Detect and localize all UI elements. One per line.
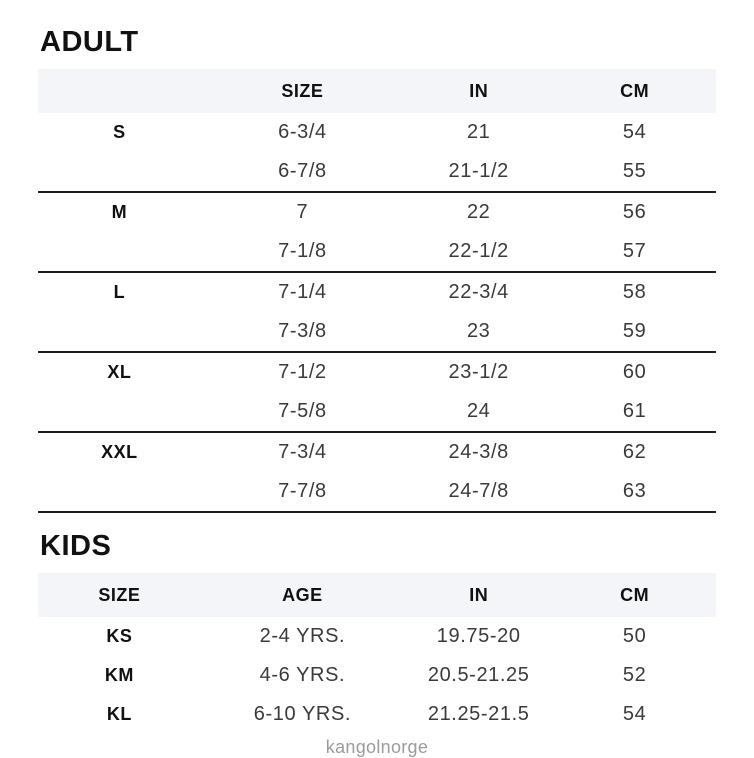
age-cell: 6-10 YRS. — [253, 703, 352, 725]
inches-cell: 24-7/8 — [448, 480, 509, 502]
cm-cell: 54 — [622, 121, 647, 143]
kids-table-header-row — [38, 573, 716, 617]
cm-cell: 50 — [622, 625, 647, 647]
table-row — [38, 273, 716, 312]
kids-section-title: KIDS — [40, 530, 112, 562]
inches-cell: 21-1/2 — [448, 160, 509, 182]
kids-header-age: AGE — [282, 584, 323, 605]
table-row — [38, 617, 716, 656]
size-label-cell: S — [113, 122, 126, 142]
hat-size-cell: 7-3/8 — [278, 320, 327, 342]
inches-cell: 21 — [466, 121, 491, 143]
hat-size-cell: 7 — [296, 201, 309, 223]
size-label-cell: XL — [107, 362, 132, 382]
hat-size-cell: 7-3/4 — [278, 441, 327, 463]
inches-cell: 21.25-21.5 — [427, 703, 530, 725]
cm-cell: 52 — [622, 664, 647, 686]
inches-cell: 22 — [466, 201, 491, 223]
inches-cell: 24-3/8 — [448, 441, 509, 463]
cm-cell: 57 — [622, 240, 647, 262]
kids-header-size: SIZE — [98, 584, 141, 605]
kids-header-cm: CM — [620, 584, 650, 605]
size-label-cell: KS — [106, 626, 133, 646]
adult-table-header-row — [38, 69, 716, 113]
hat-size-cell: 6-7/8 — [278, 160, 327, 182]
hat-size-cell: 7-1/2 — [278, 361, 327, 383]
adult-header-cm: CM — [620, 80, 650, 101]
adult-header-in: IN — [469, 80, 489, 101]
kids-size-table — [38, 573, 716, 734]
table-row — [38, 193, 716, 232]
size-label-cell: KM — [104, 665, 134, 685]
hat-size-cell: 7-7/8 — [278, 480, 327, 502]
inches-cell: 23 — [466, 320, 491, 342]
table-row — [38, 113, 716, 152]
kids-header-in: IN — [469, 584, 489, 605]
hat-size-cell: 7-1/8 — [278, 240, 327, 262]
table-row — [38, 433, 716, 472]
inches-cell: 19.75-20 — [436, 625, 521, 647]
age-cell: 4-6 YRS. — [259, 664, 346, 686]
inches-cell: 22-1/2 — [448, 240, 509, 262]
size-label-cell: M — [111, 202, 128, 222]
cm-cell: 61 — [622, 400, 647, 422]
table-row — [38, 152, 716, 193]
cm-cell: 56 — [622, 201, 647, 223]
cm-cell: 54 — [622, 703, 647, 725]
size-label-cell: L — [113, 282, 126, 302]
inches-cell: 20.5-21.25 — [427, 664, 530, 686]
size-label-cell: KL — [106, 704, 132, 724]
cm-cell: 63 — [622, 480, 647, 502]
cm-cell: 58 — [622, 281, 647, 303]
table-row — [38, 656, 716, 695]
adult-header-size: SIZE — [281, 80, 324, 101]
cm-cell: 55 — [622, 160, 647, 182]
table-row — [38, 232, 716, 273]
adult-section-title: ADULT — [40, 26, 139, 58]
table-row — [38, 695, 716, 734]
table-row — [38, 312, 716, 353]
adult-size-table — [38, 69, 716, 513]
hat-size-cell: 7-1/4 — [278, 281, 327, 303]
hat-size-cell: 6-3/4 — [278, 121, 327, 143]
table-row — [38, 353, 716, 392]
brand-watermark: kangolnorge — [325, 737, 429, 757]
size-label-cell: XXL — [101, 442, 138, 462]
cm-cell: 59 — [622, 320, 647, 342]
table-row — [38, 392, 716, 433]
table-row — [38, 472, 716, 513]
cm-cell: 60 — [622, 361, 647, 383]
cm-cell: 62 — [622, 441, 647, 463]
hat-size-cell: 7-5/8 — [278, 400, 327, 422]
inches-cell: 22-3/4 — [448, 281, 509, 303]
inches-cell: 24 — [466, 400, 491, 422]
inches-cell: 23-1/2 — [448, 361, 509, 383]
age-cell: 2-4 YRS. — [259, 625, 346, 647]
